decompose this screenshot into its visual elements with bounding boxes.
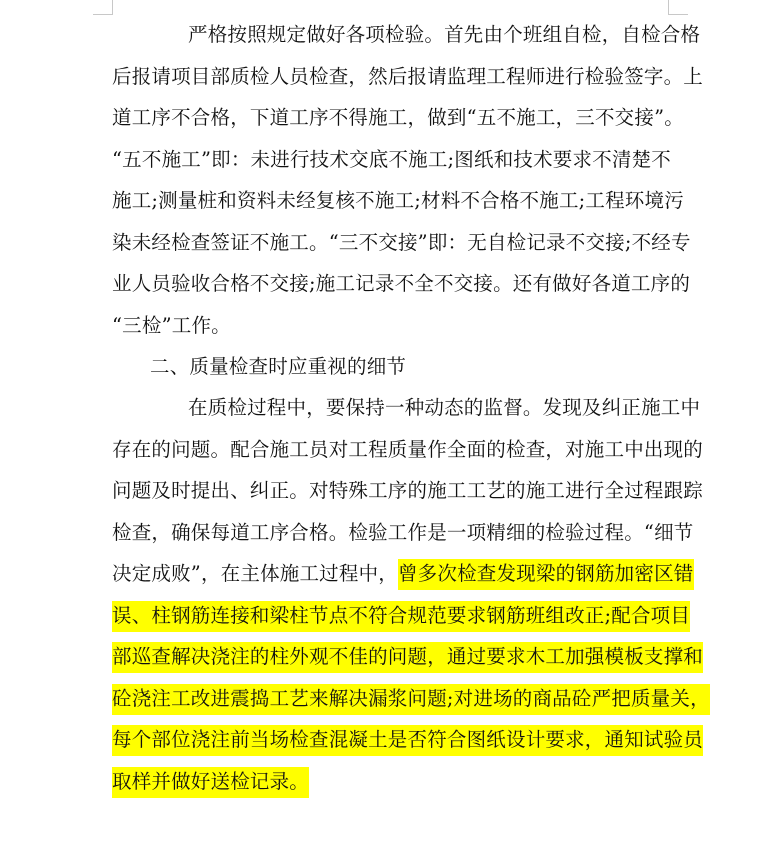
crop-mark-top-right [668, 0, 688, 15]
paragraph-line: 后报请项目部质检人员检查，然后报请监理工程师进行检验签字。上 [112, 64, 704, 88]
paragraph-line-mixed [112, 553, 694, 595]
paragraph-line-highlighted [112, 719, 704, 761]
paragraph-line: 业人员验收合格不交接;施工记录不全不交接。还有做好各道工序的 [112, 272, 691, 295]
highlighted-text-segment: 取样并做好送检记录。 [112, 767, 309, 798]
plain-text-segment: 决定成败”，在主体施工过程中， [112, 562, 398, 585]
paragraph-line: 道工序不合格，下道工序不得施工，做到“五不施工，三不交接”。 [112, 106, 684, 129]
paragraph-quality-details [112, 387, 710, 802]
paragraph-line: 问题及时提出、纠正。对特殊工序的施工工艺的施工进行全过程跟踪 [112, 479, 704, 502]
crop-mark-top-left [93, 0, 113, 15]
paragraph-line: “五不施工”即：未进行技术交底不施工;图纸和技术要求不清楚不 [112, 147, 672, 171]
paragraph-line: 施工;测量桩和资料未经复核不施工;材料不合格不施工;工程环境污 [112, 189, 684, 212]
highlighted-text-segment: 砼浇注工改进震捣工艺来解决漏浆问题;对进场的商品砼严把质量关， [112, 684, 710, 715]
paragraph-line-highlighted [112, 761, 672, 803]
highlighted-text-segment: 曾多次检查发现梁的钢筋加密区错 [398, 559, 694, 590]
section-heading [112, 346, 672, 388]
paragraph-line: 检查，确保每道工序合格。检验工作是一项精细的检验过程。“细节 [112, 520, 694, 544]
highlighted-text-segment: 部巡查解决浇注的柱外观不佳的问题，通过要求木工加强模板支撑和 [112, 642, 703, 673]
paragraph-line: 严格按照规定做好各项检验。首先由个班组自检，自检合格 [188, 23, 701, 46]
paragraph-line: 染未经检查签证不施工。“三不交接”即：无自检记录不交接;不经专 [112, 230, 691, 254]
section-heading-text: 二、质量检查时应重视的细节 [150, 355, 407, 378]
highlighted-text-segment: 每个部位浇注前当场检查混凝土是否符合图纸设计要求，通知试验员 [112, 725, 703, 756]
paragraph-line: 在质检过程中，要保持一种动态的监督。发现及纠正施工中 [188, 396, 701, 419]
highlighted-text-segment: 误、柱钢筋连接和梁柱节点不符合规范要求钢筋班组改正;配合项目 [112, 601, 690, 632]
paragraph-inspection-rules [112, 14, 704, 346]
paragraph-line: 存在的问题。配合施工员对工程质量作全面的检查，对施工中出现的 [112, 437, 704, 461]
paragraph-line: “三检”工作。 [112, 313, 231, 337]
paragraph-line-highlighted [112, 636, 704, 678]
paragraph-line-highlighted [112, 595, 691, 637]
paragraph-line-highlighted [112, 678, 710, 720]
